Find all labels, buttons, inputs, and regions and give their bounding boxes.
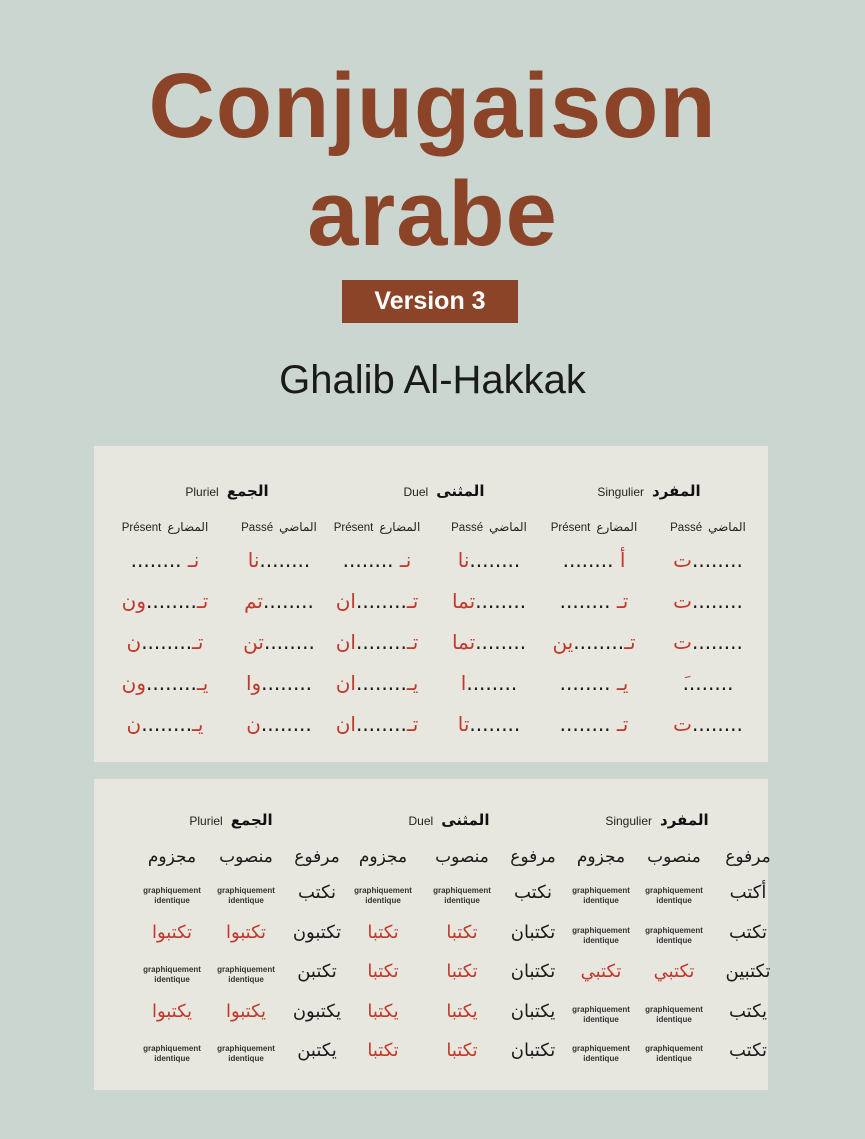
subheader-fr: Présent — [121, 522, 162, 534]
identical-note — [634, 886, 714, 906]
group-label-ar: الجمع — [226, 482, 269, 500]
group-label-ar: المفرد — [660, 811, 709, 829]
identical-note — [561, 1044, 641, 1064]
conjugation-pattern — [322, 548, 432, 572]
identical-note — [206, 1044, 286, 1064]
mood-subheader: مجزوم — [576, 847, 626, 867]
group-label-fr: Singulier — [597, 485, 645, 499]
stem-dots: ........ — [342, 548, 394, 572]
mood-table-panel — [94, 779, 771, 1090]
conjugation-pattern — [539, 712, 649, 736]
stem-dots: ........ — [691, 548, 743, 572]
stem-dots: ........ — [146, 671, 197, 695]
conjugation-pattern — [653, 548, 763, 572]
suffix-table-panel — [94, 446, 768, 762]
conjugation-pattern — [434, 712, 544, 736]
identical-line-2: identique — [154, 975, 190, 984]
stem-dots: ........ — [559, 712, 611, 736]
title-line-2: arabe — [307, 163, 558, 265]
prefix: يـ — [192, 712, 204, 736]
mood-subheader: منصوب — [647, 847, 701, 867]
stem-dots: ........ — [691, 712, 743, 736]
prefix: نـ — [181, 548, 200, 572]
identical-note — [634, 1005, 714, 1025]
prefix: تـ — [610, 589, 629, 613]
prefix: تـ — [406, 712, 419, 736]
stem-dots: ........ — [691, 589, 743, 613]
suffix: ان — [335, 589, 356, 613]
subheader-fr: Passé — [670, 522, 703, 534]
conjugation-pattern — [224, 548, 334, 572]
conjugation-pattern — [322, 630, 432, 654]
verb-form: تكتبا — [367, 921, 399, 943]
identical-line-2: identique — [656, 1054, 692, 1063]
suffix: نا — [457, 548, 470, 572]
identical-line-1: graphiquement — [572, 886, 630, 895]
column-subheader — [434, 520, 544, 534]
suffix: ت — [673, 589, 692, 613]
identical-line-2: identique — [228, 1054, 264, 1063]
prefix: تـ — [624, 630, 636, 654]
prefix: تـ — [192, 630, 204, 654]
verb-form: تكتبين — [725, 961, 771, 982]
conjugation-pattern — [322, 712, 432, 736]
verb-form: يكتبن — [297, 1040, 337, 1061]
author-name: Ghalib Al-Hakkak — [279, 358, 586, 402]
identical-line-1: graphiquement — [217, 1044, 275, 1053]
identical-line-2: identique — [228, 896, 264, 905]
identical-line-1: graphiquement — [354, 886, 412, 895]
column-subheader — [539, 520, 649, 534]
suffix: نا — [247, 548, 260, 572]
column-subheader — [110, 520, 220, 534]
identical-line-1: graphiquement — [143, 1044, 201, 1053]
subheader-ar: المضارع — [596, 520, 638, 534]
subheader-fr: Passé — [451, 522, 484, 534]
verb-form: تكتبا — [446, 1040, 478, 1061]
identical-note — [132, 886, 212, 906]
verb-form: تكتب — [728, 1040, 768, 1061]
stem-dots: ........ — [130, 548, 182, 572]
mood-subheader: مجزوم — [147, 847, 197, 867]
conjugation-pattern — [322, 589, 432, 613]
identical-line-2: identique — [154, 1054, 190, 1063]
conjugation-pattern — [322, 671, 432, 695]
mood-subheader: مرفوع — [510, 847, 556, 867]
stem-dots: ........ — [355, 589, 407, 613]
conjugation-pattern — [539, 630, 649, 654]
suffix: ت — [673, 712, 692, 736]
conjugation-pattern — [434, 671, 544, 695]
stem-dots: ........ — [260, 712, 312, 736]
identical-line-1: graphiquement — [572, 925, 630, 935]
conjugation-pattern — [434, 589, 544, 613]
verb-form: تكتبان — [510, 961, 556, 982]
conjugation-pattern — [224, 712, 334, 736]
group-header — [394, 811, 504, 829]
group-label-ar: المفرد — [652, 482, 701, 500]
group-label-ar: الجمع — [230, 811, 273, 829]
subheader-ar: الماضي — [489, 520, 527, 534]
version-badge: Version 3 — [342, 280, 518, 323]
stem-dots: ........ — [559, 589, 611, 613]
subheader-fr: Présent — [550, 522, 591, 534]
identical-note — [561, 926, 641, 946]
group-header — [176, 811, 286, 829]
identical-note — [132, 965, 212, 985]
verb-form: تكتبن — [297, 961, 337, 982]
mood-subheader: مرفوع — [294, 847, 340, 867]
prefix: يـ — [406, 671, 419, 695]
identical-line-2: identique — [228, 975, 264, 984]
verb-form: يكتبا — [367, 1000, 399, 1022]
identical-line-2: identique — [365, 896, 401, 905]
conjugation-pattern — [653, 712, 763, 736]
stem-dots: ........ — [469, 712, 521, 736]
stem-dots: ........ — [355, 712, 407, 736]
group-header — [602, 811, 712, 829]
column-subheader — [322, 520, 432, 534]
mood-subheader: منصوب — [435, 847, 489, 867]
group-label-fr: Duel — [408, 814, 434, 828]
verb-form: أكتب — [729, 882, 767, 903]
verb-form: تكتبا — [367, 961, 399, 982]
verb-form: يكتبون — [292, 1000, 342, 1022]
group-header — [389, 482, 499, 500]
verb-form: تكتبي — [653, 961, 695, 982]
mood-subheader: منصوب — [219, 847, 273, 867]
identical-line-1: graphiquement — [217, 965, 275, 974]
suffix: وا — [245, 671, 262, 695]
identical-note — [561, 886, 641, 906]
title-line-1: Conjugaison — [148, 55, 717, 157]
stem-dots: ........ — [562, 548, 614, 572]
verb-form: يكتب — [728, 1000, 768, 1022]
conjugation-pattern — [110, 589, 220, 613]
group-header — [594, 482, 704, 500]
subheader-fr: Passé — [241, 522, 274, 534]
conjugation-pattern — [653, 630, 763, 654]
verb-form: يكتبا — [446, 1000, 478, 1022]
identical-line-1: graphiquement — [217, 886, 275, 895]
identical-line-2: identique — [583, 1014, 619, 1024]
stem-dots: ........ — [261, 671, 313, 695]
suffix: ن — [246, 712, 261, 736]
conjugation-pattern — [224, 589, 334, 613]
identical-note — [634, 1044, 714, 1064]
identical-line-1: graphiquement — [143, 886, 201, 895]
stem-dots: ........ — [355, 630, 407, 654]
conjugation-pattern — [110, 671, 220, 695]
identical-note — [132, 1044, 212, 1064]
identical-line-1: graphiquement — [645, 925, 703, 935]
conjugation-pattern — [224, 671, 334, 695]
conjugation-pattern — [653, 671, 763, 695]
stem-dots: ........ — [259, 548, 311, 572]
conjugation-pattern — [539, 548, 649, 572]
suffix: ان — [335, 712, 356, 736]
group-label-fr: Singulier — [605, 814, 653, 828]
column-subheader — [653, 520, 763, 534]
stem-dots: ........ — [691, 630, 743, 654]
prefix: تـ — [406, 589, 419, 613]
subheader-ar: الماضي — [708, 520, 746, 534]
identical-line-1: graphiquement — [645, 1044, 703, 1053]
verb-form: تكتبي — [580, 961, 622, 982]
suffix: ن — [126, 712, 142, 736]
stem-dots: ........ — [466, 671, 518, 695]
column-subheader — [224, 520, 334, 534]
identical-line-2: identique — [656, 896, 692, 905]
suffix: ون — [121, 589, 147, 613]
prefix: أ — [613, 548, 626, 572]
suffix: ان — [335, 671, 356, 695]
stem-dots: ........ — [573, 630, 625, 654]
verb-form: نكتب — [297, 882, 337, 903]
verb-form: تكتبوا — [225, 921, 267, 943]
suffix: ون — [121, 671, 147, 695]
conjugation-pattern — [110, 548, 220, 572]
conjugation-pattern — [224, 630, 334, 654]
verb-form: تكتبون — [292, 921, 342, 943]
verb-form: تكتبان — [510, 1040, 556, 1061]
prefix: تـ — [406, 630, 419, 654]
verb-form: تكتبوا — [151, 921, 193, 943]
verb-form: يكتبان — [510, 1000, 556, 1022]
prefix: تـ — [196, 589, 209, 613]
identical-note — [561, 1005, 641, 1025]
prefix: يـ — [610, 671, 629, 695]
identical-line-2: identique — [154, 896, 190, 905]
identical-note — [206, 965, 286, 985]
suffix: تم — [244, 589, 264, 613]
stem-dots: ........ — [469, 548, 521, 572]
suffix: تن — [243, 630, 264, 654]
identical-line-1: graphiquement — [572, 1004, 630, 1014]
conjugation-pattern — [434, 630, 544, 654]
identical-line-1: graphiquement — [645, 1004, 703, 1014]
conjugation-pattern — [434, 548, 544, 572]
verb-form: نكتب — [513, 882, 553, 903]
identical-line-2: identique — [656, 1014, 692, 1024]
suffix: تا — [457, 712, 470, 736]
group-label-fr: Duel — [403, 485, 429, 499]
subheader-ar: المضارع — [379, 520, 421, 534]
group-label-fr: Pluriel — [189, 814, 223, 828]
group-label-ar: المثنى — [436, 482, 485, 500]
stem-dots: ........ — [141, 712, 193, 736]
prefix: نـ — [393, 548, 412, 572]
subheader-ar: المضارع — [167, 520, 209, 534]
conjugation-pattern — [653, 589, 763, 613]
group-label-fr: Pluriel — [185, 485, 219, 499]
identical-line-2: identique — [656, 935, 692, 945]
identical-line-1: graphiquement — [645, 886, 703, 895]
identical-line-2: identique — [444, 896, 480, 905]
identical-line-2: identique — [583, 896, 619, 905]
verb-form: تكتب — [728, 921, 768, 943]
mood-subheader: مرفوع — [725, 847, 771, 867]
stem-dots: ........ — [559, 671, 611, 695]
group-header — [172, 482, 282, 500]
suffix: ن — [126, 630, 142, 654]
prefix: تـ — [610, 712, 629, 736]
suffix: تما — [451, 630, 476, 654]
stem-dots: ........ — [475, 630, 527, 654]
suffix: ين — [552, 630, 574, 654]
stem-dots: ........ — [263, 589, 314, 613]
identical-note — [634, 926, 714, 946]
conjugation-pattern — [539, 671, 649, 695]
suffix: تما — [451, 589, 476, 613]
suffix: ا — [460, 671, 467, 695]
conjugation-pattern — [110, 712, 220, 736]
stem-dots: ........ — [682, 671, 734, 695]
stem-dots: ........ — [475, 589, 527, 613]
suffix: ت — [673, 630, 692, 654]
verb-form: يكتبوا — [151, 1000, 193, 1022]
subheader-fr: Présent — [333, 522, 374, 534]
verb-form: تكتبا — [446, 921, 478, 943]
group-label-ar: المثنى — [441, 811, 490, 829]
suffix: ت — [673, 548, 692, 572]
identical-line-2: identique — [583, 935, 619, 945]
prefix: يـ — [196, 671, 209, 695]
verb-form: تكتبا — [446, 961, 478, 982]
identical-line-1: graphiquement — [433, 886, 491, 895]
verb-form: يكتبوا — [225, 1000, 267, 1022]
stem-dots: ........ — [263, 630, 315, 654]
suffix: ان — [335, 630, 356, 654]
stem-dots: ........ — [141, 630, 193, 654]
verb-form: تكتبان — [510, 921, 556, 943]
identical-note — [206, 886, 286, 906]
subheader-ar: الماضي — [279, 520, 317, 534]
stem-dots: ........ — [355, 671, 407, 695]
identical-note — [422, 886, 502, 906]
verb-form: تكتبا — [367, 1040, 399, 1061]
stem-dots: ........ — [146, 589, 197, 613]
identical-line-1: graphiquement — [572, 1044, 630, 1053]
identical-line-2: identique — [583, 1054, 619, 1063]
identical-line-1: graphiquement — [143, 965, 201, 974]
conjugation-pattern — [110, 630, 220, 654]
conjugation-pattern — [539, 589, 649, 613]
mood-subheader: مجزوم — [358, 847, 408, 867]
